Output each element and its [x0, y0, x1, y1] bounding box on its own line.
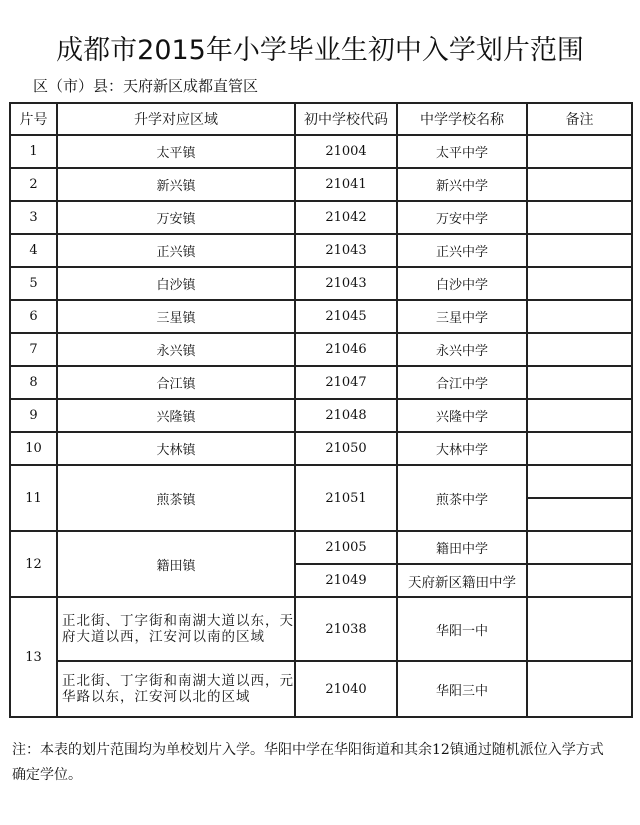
cell-school: 大林中学 [397, 432, 527, 465]
table-row-13a [10, 597, 632, 661]
cell-no: 7 [10, 333, 57, 366]
cell-school: 兴隆中学 [397, 399, 527, 432]
cell-area: 万安镇 [57, 201, 295, 234]
cell-school: 天府新区籍田中学 [397, 564, 527, 597]
cell-no: 9 [10, 399, 57, 432]
cell-no: 13 [10, 597, 57, 717]
table-row-13b [10, 661, 632, 717]
cell-area: 正兴镇 [57, 234, 295, 267]
cell-remark [527, 333, 632, 366]
table-row-12a [10, 531, 632, 564]
cell-remark [527, 498, 632, 531]
cell-school: 新兴中学 [397, 168, 527, 201]
table-row [10, 366, 632, 399]
cell-code: 21005 [295, 531, 397, 564]
district-label: 区（市）县：天府新区成都直管区 [33, 77, 259, 95]
cell-code: 21043 [295, 234, 397, 267]
table-row-11a [10, 465, 632, 498]
cell-code: 21045 [295, 300, 397, 333]
cell-school: 万安中学 [397, 201, 527, 234]
table-row [10, 201, 632, 234]
footnote: 注：本表的划片范围均为单校划片入学。华阳中学在华阳街道和其余12镇通过随机派位入学方式确定学位。 [12, 742, 604, 783]
cell-no: 8 [10, 366, 57, 399]
table-row [10, 234, 632, 267]
cell-remark [527, 564, 632, 597]
cell-code: 21040 [295, 661, 397, 717]
header-school: 中学学校名称 [397, 103, 527, 135]
table-row [10, 267, 632, 300]
cell-area: 白沙镇 [57, 267, 295, 300]
cell-code: 21042 [295, 201, 397, 234]
cell-area: 正北街、丁字街和南湖大道以西，元华路以东，江安河以北的区域 [57, 661, 295, 717]
cell-area: 兴隆镇 [57, 399, 295, 432]
cell-remark [527, 399, 632, 432]
zoning-table [9, 102, 633, 718]
cell-code: 21038 [295, 597, 397, 661]
cell-code: 21046 [295, 333, 397, 366]
header-code: 初中学校代码 [295, 103, 397, 135]
cell-school: 华阳一中 [397, 597, 527, 661]
cell-area: 永兴镇 [57, 333, 295, 366]
table-row [10, 135, 632, 168]
cell-no: 2 [10, 168, 57, 201]
cell-remark [527, 661, 632, 717]
cell-area: 籍田镇 [57, 531, 295, 597]
cell-no: 10 [10, 432, 57, 465]
cell-no: 3 [10, 201, 57, 234]
cell-area: 正北街、丁字街和南湖大道以东，天府大道以西，江安河以南的区域 [57, 597, 295, 661]
cell-code: 21048 [295, 399, 397, 432]
cell-no: 4 [10, 234, 57, 267]
cell-remark [527, 201, 632, 234]
cell-remark [527, 168, 632, 201]
cell-code: 21041 [295, 168, 397, 201]
header-area: 升学对应区域 [57, 103, 295, 135]
cell-area: 煎茶镇 [57, 465, 295, 531]
table-row [10, 399, 632, 432]
cell-remark [527, 597, 632, 661]
cell-school: 永兴中学 [397, 333, 527, 366]
cell-school: 正兴中学 [397, 234, 527, 267]
cell-remark [527, 267, 632, 300]
table-row [10, 168, 632, 201]
cell-school: 籍田中学 [397, 531, 527, 564]
cell-school: 太平中学 [397, 135, 527, 168]
table-row [10, 432, 632, 465]
cell-area: 太平镇 [57, 135, 295, 168]
cell-area: 大林镇 [57, 432, 295, 465]
cell-school: 合江中学 [397, 366, 527, 399]
cell-code: 21050 [295, 432, 397, 465]
document-title: 成都市2015年小学毕业生初中入学划片范围 [56, 35, 584, 66]
cell-remark [527, 366, 632, 399]
cell-school: 三星中学 [397, 300, 527, 333]
cell-school: 煎茶中学 [397, 465, 527, 531]
cell-no: 11 [10, 465, 57, 531]
header-remarks: 备注 [527, 103, 632, 135]
cell-remark [527, 234, 632, 267]
header-no: 片号 [10, 103, 57, 135]
cell-area: 三星镇 [57, 300, 295, 333]
table-header [10, 103, 632, 135]
cell-remark [527, 465, 632, 498]
cell-code: 21004 [295, 135, 397, 168]
cell-remark [527, 531, 632, 564]
cell-no: 5 [10, 267, 57, 300]
cell-no: 6 [10, 300, 57, 333]
table-row [10, 300, 632, 333]
cell-code: 21043 [295, 267, 397, 300]
cell-school: 华阳三中 [397, 661, 527, 717]
cell-remark [527, 300, 632, 333]
cell-school: 白沙中学 [397, 267, 527, 300]
cell-code: 21049 [295, 564, 397, 597]
cell-no: 1 [10, 135, 57, 168]
cell-code: 21047 [295, 366, 397, 399]
cell-area: 新兴镇 [57, 168, 295, 201]
cell-no: 12 [10, 531, 57, 597]
cell-remark [527, 135, 632, 168]
table-row [10, 333, 632, 366]
cell-remark [527, 432, 632, 465]
cell-area: 合江镇 [57, 366, 295, 399]
cell-code: 21051 [295, 465, 397, 531]
